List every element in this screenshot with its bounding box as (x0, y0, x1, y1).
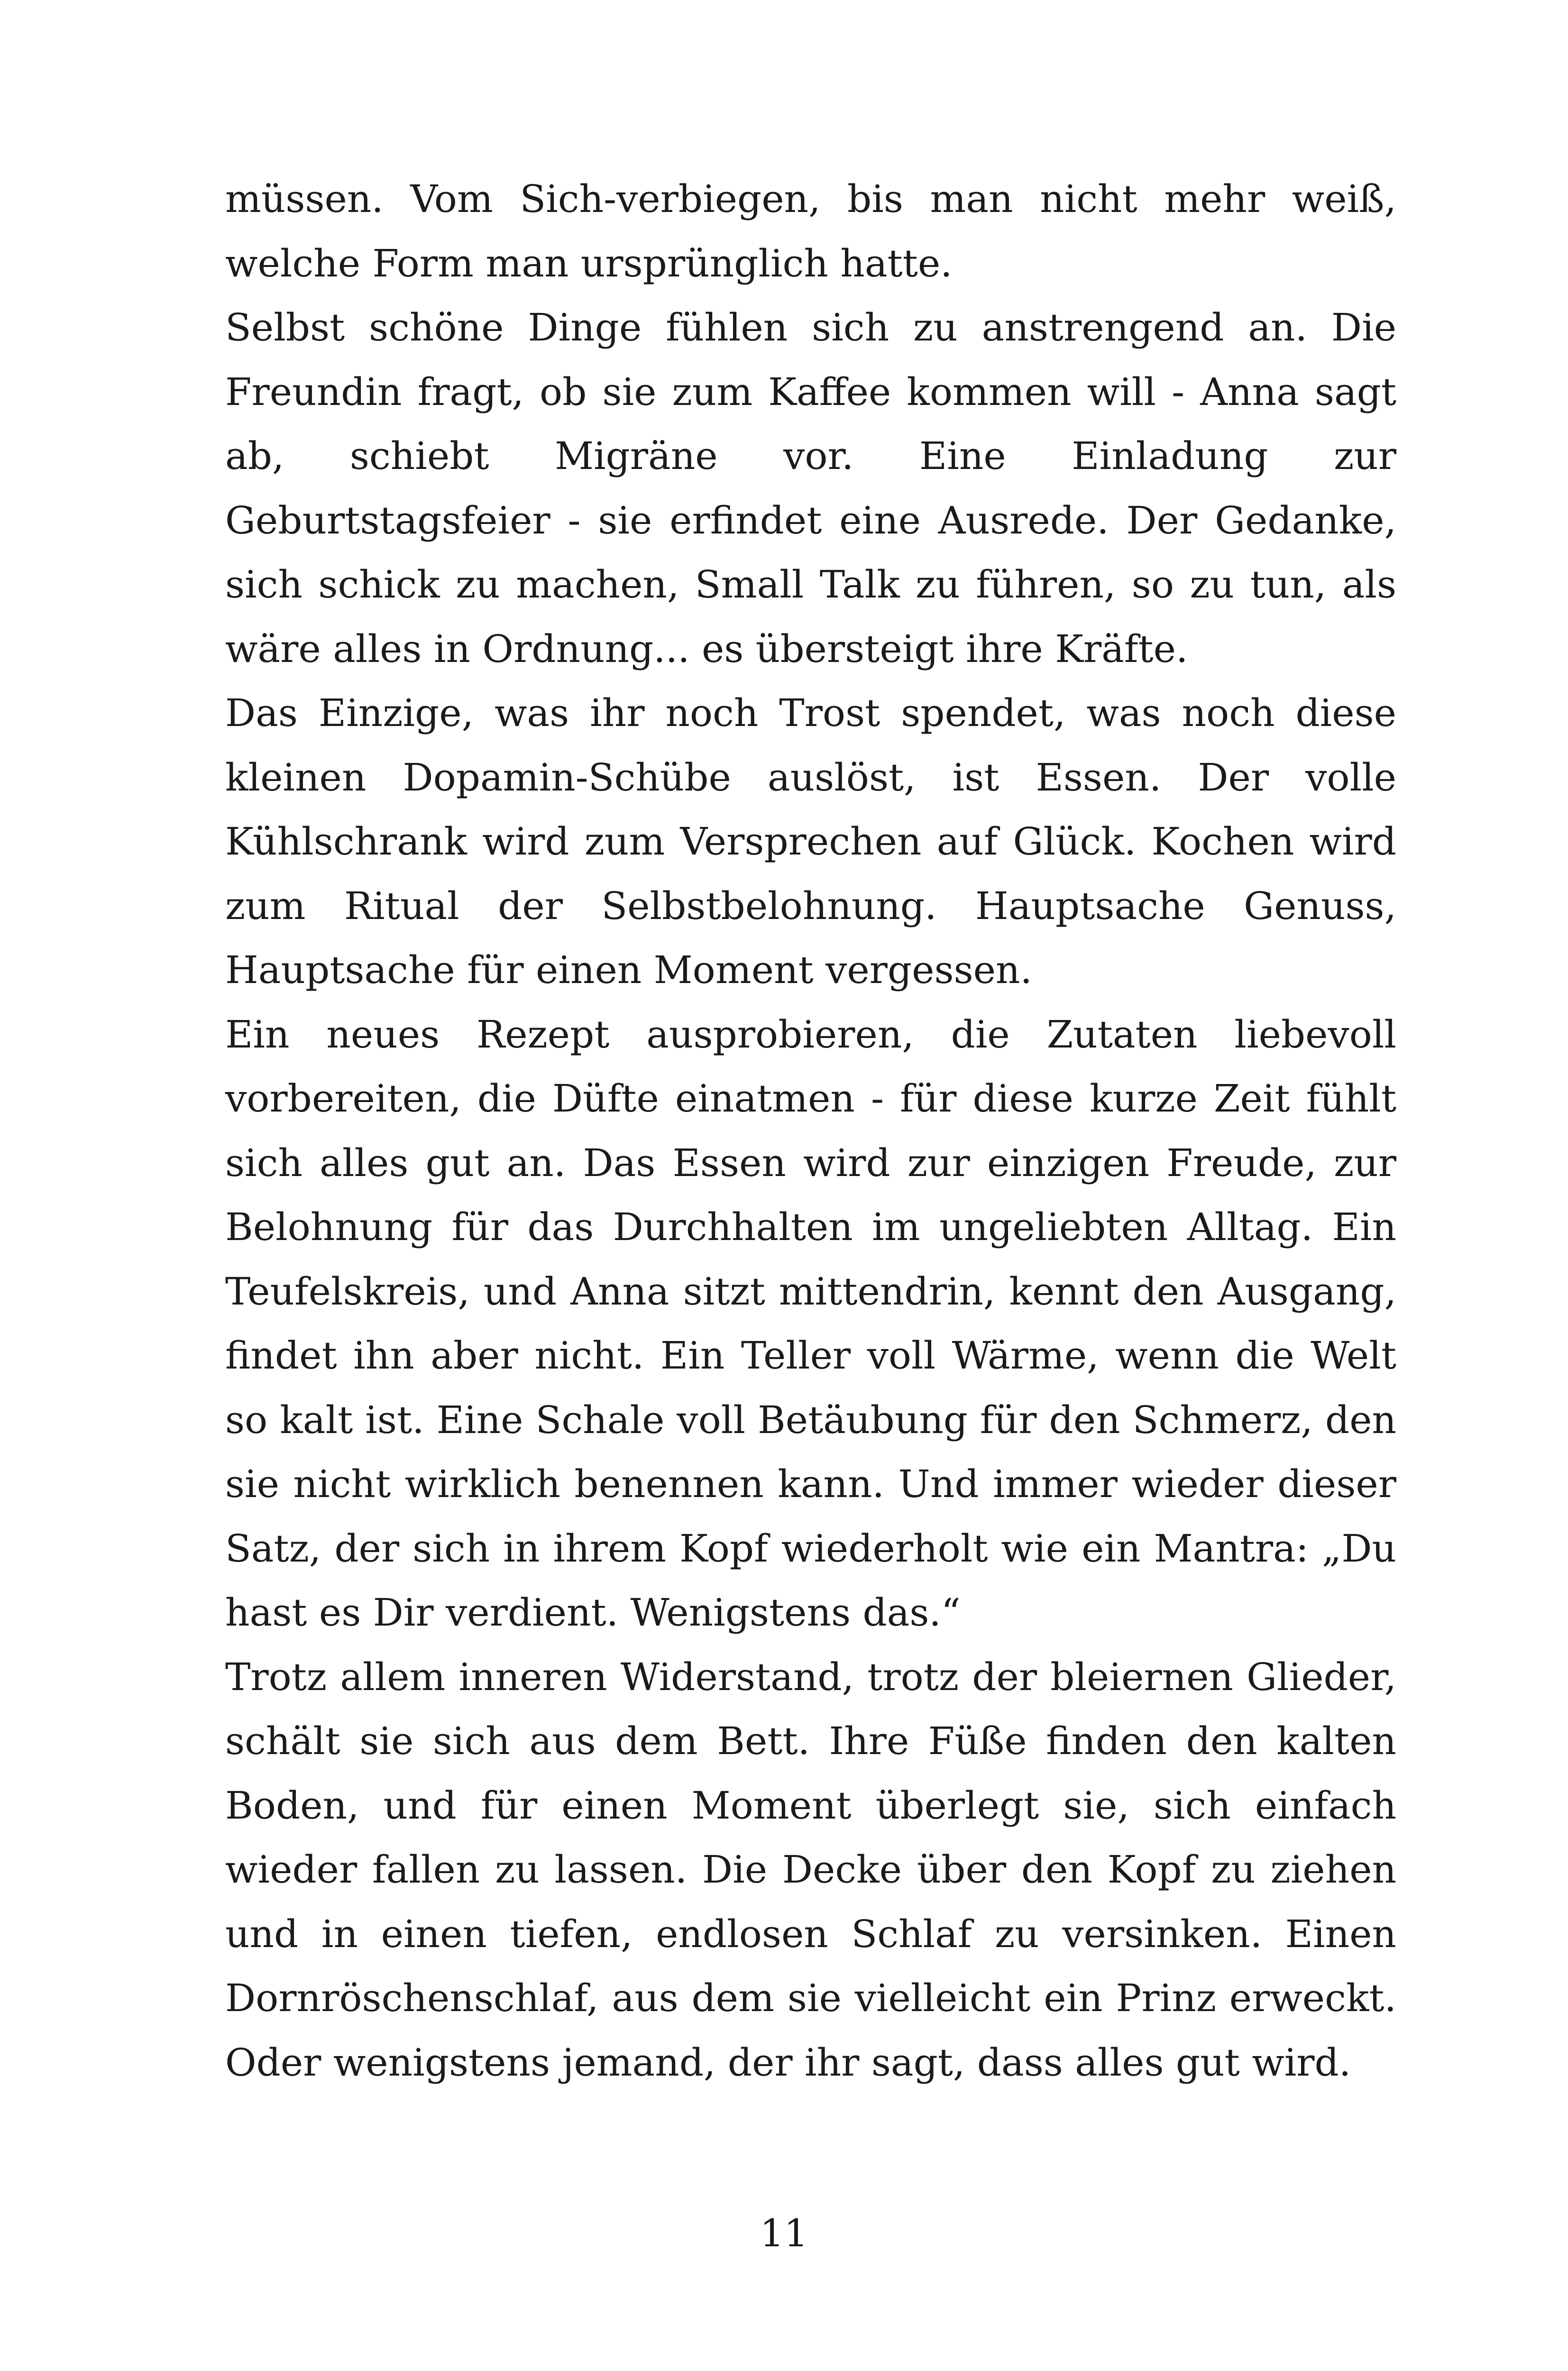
paragraph: müssen. Vom Sich-verbiegen, bis man nicht mehr weiß, welche Form man ursprünglich hatte. (225, 177, 1396, 285)
paragraph: Trotz allem inneren Widerstand, trotz der bleiernen Glieder, schält sie sich aus dem Bett. Ihre Füße finden den kalten Boden, und für einen Moment überlegt sie, sich einfach wieder fallen zu lassen. Die Decke über den Kopf zu ziehen und in einen tiefen, endlosen Schlaf zu versinken. Einen Dornröschenschlaf, aus dem sie vielleicht ein Prinz erweckt. Oder wenigstens jemand, der ihr sagt, dass alles gut wird. (225, 1654, 1396, 2085)
body-text (225, 167, 1396, 2095)
paragraph: Das Einzige, was ihr noch Trost spendet, was noch diese kleinen Dopamin-Schübe auslöst, ist Essen. Der volle Kühlschrank wird zum Versprechen auf Glück. Kochen wird zum Ritual der Selbstbelohnung. Hauptsache Genuss, Hauptsache für einen Moment vergessen. (225, 691, 1396, 992)
paragraph: Selbst schöne Dinge fühlen sich zu anstrengend an. Die Freundin fragt, ob sie zum Kaffee kommen will - Anna sagt ab, schiebt Migräne vor. Eine Einladung zur Geburtstagsfeier - sie erfindet eine Ausrede. Der Gedanke, sich schick zu machen, Small Talk zu führen, so zu tun, als wäre alles in Ordnung... es übersteigt ihre Kräfte. (225, 305, 1396, 671)
page-number: 11 (760, 2211, 808, 2255)
paragraph: Ein neues Rezept ausprobieren, die Zutaten liebevoll vorbereiten, die Düfte einatmen - für diese kurze Zeit fühlt sich alles gut an. Das Essen wird zur einzigen Freude, zur Belohnung für das Durchhalten im ungeliebten Alltag. Ein Teufelskreis, und Anna sitzt mittendrin, kennt den Ausgang, findet ihn aber nicht. Ein Teller voll Wärme, wenn die Welt so kalt ist. Eine Schale voll Betäubung für den Schmerz, den sie nicht wirklich benennen kann. Und immer wieder dieser Satz, der sich in ihrem Kopf wiederholt wie ein Mantra: „Du hast es Dir verdient. Wenigstens das.“ (225, 1012, 1396, 1635)
